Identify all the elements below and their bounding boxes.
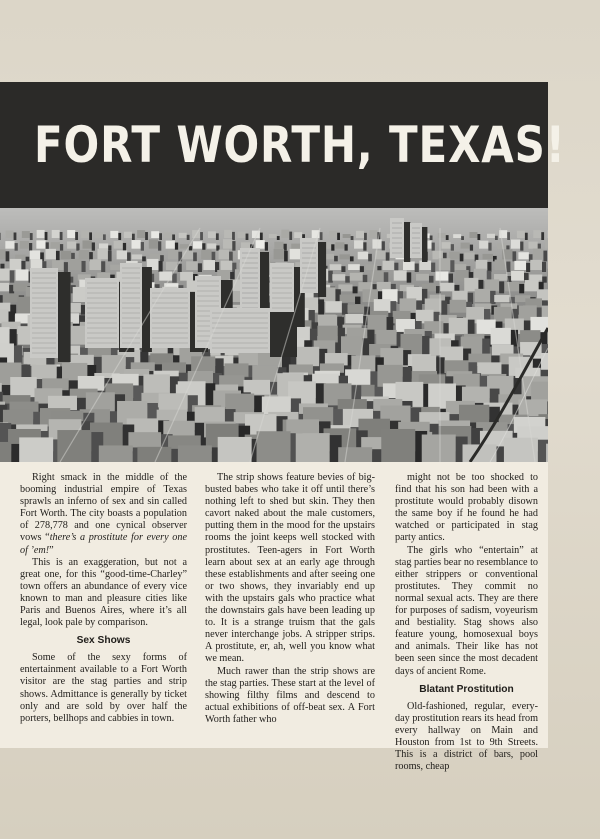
title-banner: [0, 82, 566, 208]
paragraph: Some of the sexy forms of entertainment available to a Fort Worth visitor are the stag parties and strip shows. Admittance is generally by ticket only and are sold by over half the porters, bellhops and cabbies in town.: [20, 652, 187, 724]
city-skyline-image: [0, 208, 548, 462]
paragraph: might not be too shocked to find that his son had been with a prostitute would probably disown the same boy if he found he had watched or participated in stag party antics.: [395, 472, 538, 544]
article-column-1: [20, 472, 187, 725]
section-heading-sex-shows: Sex Shows: [76, 635, 131, 647]
paragraph: This is an exaggeration, but not a great one, for this “good-time-Charley” town offers an abundance of every vice known to man and pleasure cities like Paris and Buenos Aires, where it’s all legal, look pale by comparison.: [20, 556, 187, 629]
article-column-2: [205, 472, 375, 726]
aerial-city-photo: [0, 208, 548, 462]
section-heading-blatant-prostitution: Blatant Prostitution: [419, 683, 514, 695]
paragraph: Old-fashioned, regular, every-day prostitution rears its head from every hallway on Main and Houston from 1st to 9th Streets. This is a district of bars, pool rooms, cheap: [395, 700, 538, 773]
paragraph: Right smack in the middle of the booming industrial empire of Texas sprawls an inferno of sex and sin called Fort Worth. The city boasts a population of 278,778 and one cynical observer vows “there’s a prostitute for every one of ’em!”: [20, 472, 188, 556]
paragraph: Much rawer than the strip shows are the stag parties. These start at the level of showing filthy films and descend to actual exhibitions of off-beat sex. A Fort Worth father who: [205, 665, 375, 725]
article-column-3: [395, 472, 538, 773]
paragraph: The girls who “entertain” at stag parties bear no resemblance to either strippers or conventional prostitutes. They commit no normal sexual acts. They are there for purposes of sadism, voyeurism and bestiality. Stag shows also feature young, homosexual boys and animals. Their like has not been seen since the most decadent days of ancient Rome.: [395, 544, 538, 677]
page-title: FORT WORTH, TEXAS!: [34, 116, 566, 174]
paragraph: The strip shows feature bevies of big-busted babes who take it off until there’s nothing left to shed but skin. They then cavort naked about the male customers, putting them in the mood for the upstairs rooms the joint keeps well stocked with prostitutes. Teen-agers in Fort Worth learn about sex at an early age through these establishments and after seeing one or two shows, they invariably end up with the upstairs gals who practice what the downstairs gals have been leading up to. It is a strange truism that the gals never interchange jobs. A stripper strips. A prostitute, er, ah, well you know what we mean.: [205, 472, 375, 665]
